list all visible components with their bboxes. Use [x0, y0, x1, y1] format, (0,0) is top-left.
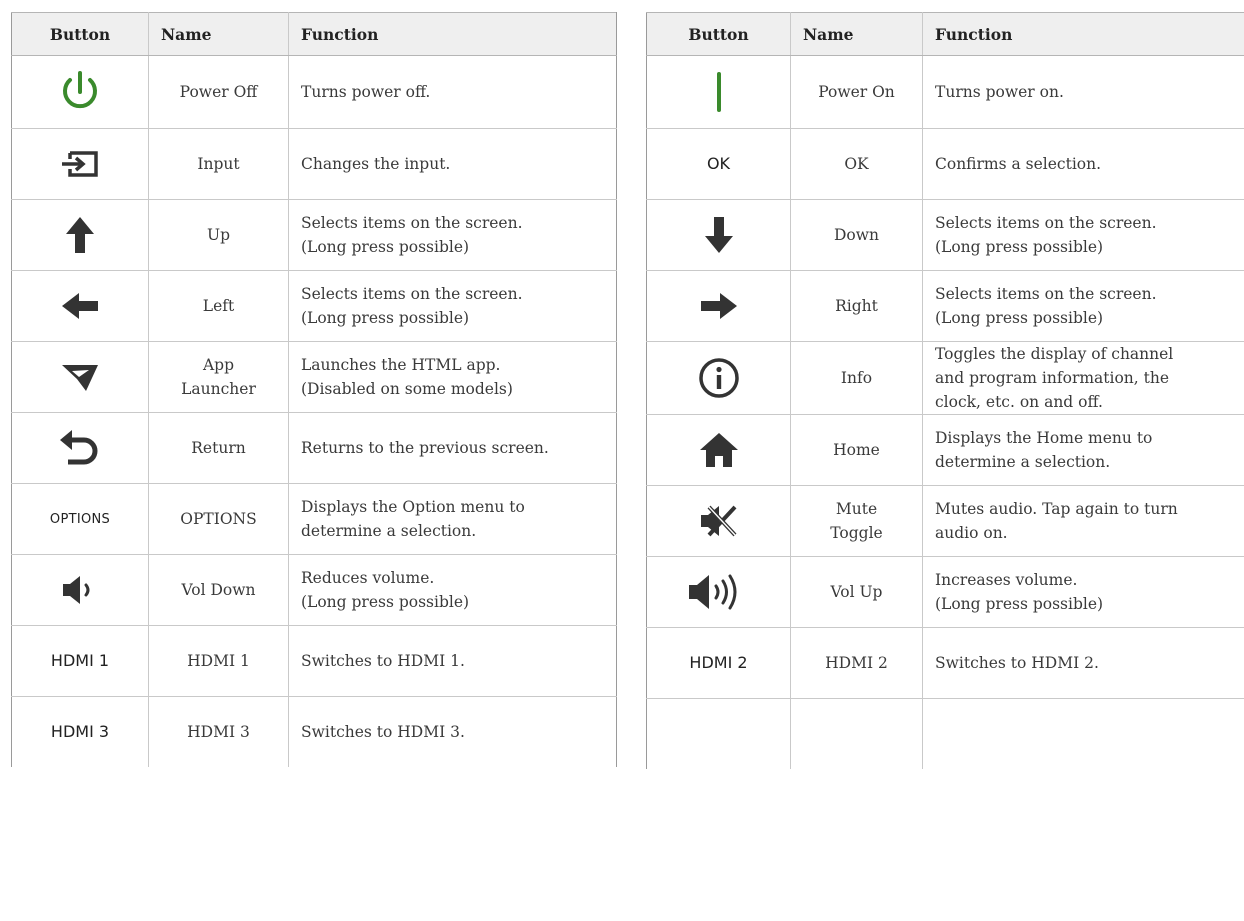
info-icon [698, 357, 740, 399]
table-header-row [647, 13, 1244, 56]
power-off-icon [60, 70, 100, 114]
header-name: Name [149, 13, 289, 56]
home-icon [699, 432, 739, 468]
row-name: Power On [791, 56, 923, 129]
header-function: Function [289, 13, 617, 56]
return-icon [58, 428, 102, 468]
hdmi-1-button-label: HDMI 1 [50, 651, 110, 670]
power-on-icon [714, 70, 724, 114]
arrow-down-icon [704, 216, 734, 254]
table-row [647, 699, 1244, 770]
options-button-label: OPTIONS [49, 512, 111, 527]
row-name: OPTIONS [149, 484, 289, 555]
table-row [647, 628, 1244, 699]
row-function: Launches the HTML app. (Disabled on some models) [289, 342, 617, 413]
row-function: Switches to HDMI 2. [923, 628, 1244, 699]
hdmi-3-button-label: HDMI 3 [50, 722, 110, 741]
input-icon [60, 148, 100, 180]
table-row [647, 271, 1244, 342]
table-row [12, 200, 617, 271]
row-name: Mute Toggle [791, 486, 923, 557]
row-name: App Launcher [149, 342, 289, 413]
row-name: Left [149, 271, 289, 342]
row-function: Selects items on the screen. (Long press possible) [289, 271, 617, 342]
row-function: Confirms a selection. [923, 129, 1244, 200]
row-name: Vol Down [149, 555, 289, 626]
header-button: Button [647, 13, 791, 56]
table-row [647, 486, 1244, 557]
row-function: Increases volume. (Long press possible) [923, 557, 1244, 628]
table-row [12, 413, 617, 484]
row-function [923, 699, 1244, 770]
table-row [12, 484, 617, 555]
empty-cell [647, 699, 791, 770]
row-function: Displays the Home menu to determine a selection. [923, 415, 1244, 486]
row-name: Power Off [149, 56, 289, 129]
table-row [647, 129, 1244, 200]
row-function: Turns power on. [923, 56, 1244, 129]
ok-button-label: OK [706, 154, 731, 173]
row-function: Switches to HDMI 3. [289, 697, 617, 768]
row-name: Right [791, 271, 923, 342]
row-name: HDMI 2 [791, 628, 923, 699]
row-function: Reduces volume. (Long press possible) [289, 555, 617, 626]
table-row [12, 129, 617, 200]
row-name: Info [791, 342, 923, 415]
row-name: Vol Up [791, 557, 923, 628]
left-button-table [11, 12, 617, 767]
row-function: Selects items on the screen. (Long press possible) [289, 200, 617, 271]
row-name: HDMI 3 [149, 697, 289, 768]
header-name: Name [791, 13, 923, 56]
row-function: Turns power off. [289, 56, 617, 129]
row-function: Toggles the display of channel and program information, the clock, etc. on and off. [923, 342, 1244, 415]
table-row [12, 271, 617, 342]
hdmi-2-button-label: HDMI 2 [689, 653, 748, 672]
table-row [647, 557, 1244, 628]
arrow-up-icon [65, 216, 95, 254]
table-row [12, 56, 617, 129]
volume-down-icon [62, 574, 98, 606]
row-name: OK [791, 129, 923, 200]
row-function: Switches to HDMI 1. [289, 626, 617, 697]
table-row [12, 697, 617, 768]
row-function: Selects items on the screen. (Long press possible) [923, 200, 1244, 271]
volume-up-icon [688, 572, 750, 612]
table-header-row [12, 13, 617, 56]
row-function: Displays the Option menu to determine a selection. [289, 484, 617, 555]
row-function: Returns to the previous screen. [289, 413, 617, 484]
arrow-right-icon [700, 292, 738, 320]
row-name: Home [791, 415, 923, 486]
table-row [647, 415, 1244, 486]
row-name: Down [791, 200, 923, 271]
table-row [12, 342, 617, 413]
row-name: HDMI 1 [149, 626, 289, 697]
arrow-left-icon [61, 292, 99, 320]
table-row [647, 200, 1244, 271]
row-function: Mutes audio. Tap again to turn audio on. [923, 486, 1244, 557]
row-function: Changes the input. [289, 129, 617, 200]
right-button-table [646, 12, 1244, 769]
table-row [647, 56, 1244, 129]
table-row [12, 626, 617, 697]
row-name [791, 699, 923, 770]
row-name: Input [149, 129, 289, 200]
app-launcher-icon [60, 362, 100, 392]
table-row [647, 342, 1244, 415]
header-button: Button [12, 13, 149, 56]
table-row [12, 555, 617, 626]
mute-toggle-icon [699, 503, 739, 539]
row-function: Selects items on the screen. (Long press possible) [923, 271, 1244, 342]
row-name: Return [149, 413, 289, 484]
row-name: Up [149, 200, 289, 271]
header-function: Function [923, 13, 1244, 56]
